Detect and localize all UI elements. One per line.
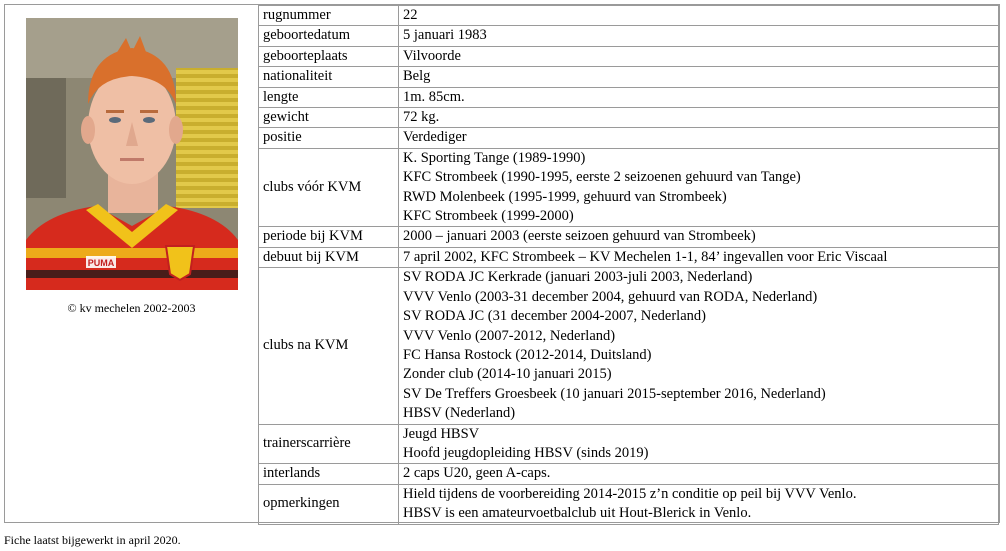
info-value [399,26,999,46]
info-label: nationaliteit [259,67,399,87]
info-row-trainer [259,424,999,464]
info-row-periode [259,227,999,247]
info-value [399,484,999,524]
info-value-line: Belg [403,68,431,85]
info-label: periode bij KVM [259,227,399,247]
info-value-line: KFC Strombeek (1990-1995, eerste 2 seizoenen gehuurd van Tange) [403,169,801,186]
info-value-line: KFC Strombeek (1999-2000) [403,208,574,225]
player-photo [26,18,238,290]
info-row-debuut [259,247,999,267]
info-value-line: Zonder club (2014-10 januari 2015) [403,366,612,383]
info-label: positie [259,128,399,148]
info-row-nationaliteit [259,67,999,87]
info-value [399,227,999,247]
info-row-lengte [259,87,999,107]
info-label: rugnummer [259,6,399,26]
info-row-clubs-voor [259,148,999,227]
info-label: interlands [259,464,399,484]
info-value [399,46,999,66]
shirt-brand-text: PUMA [87,258,115,268]
info-row-clubs-na [259,268,999,424]
info-row-interlands [259,464,999,484]
info-value [399,464,999,484]
info-value-line: Hield tijdens de voorbereiding 2014-2015 z’n conditie op peil bij VVV Venlo. [403,485,857,502]
info-label: gewicht [259,108,399,128]
profile-card [4,4,1000,523]
info-row-rugnummer [259,6,999,26]
info-label: geboorteplaats [259,46,399,66]
info-value-line: SV De Treffers Groesbeek (10 januari 2015-september 2016, Nederland) [403,385,826,402]
info-value [399,87,999,107]
info-label: debuut bij KVM [259,247,399,267]
info-label: opmerkingen [259,484,399,524]
info-value-line: 7 april 2002, KFC Strombeek – KV Mechelen 1-1, 84’ ingevallen voor Eric Viscaal [403,248,888,265]
info-row-geboorteplaats [259,46,999,66]
info-value-line: Vilvoorde [403,47,461,64]
info-value [399,6,999,26]
player-info-table [258,5,999,525]
info-value-line: 2000 – januari 2003 (eerste seizoen gehuurd van Strombeek) [403,228,756,245]
info-value-line: 2 caps U20, geen A-caps. [403,465,551,482]
info-value-line: SV RODA JC (31 december 2004-2007, Nederland) [403,308,706,325]
info-label: geboortedatum [259,26,399,46]
info-row-geboortedatum [259,26,999,46]
info-row-positie [259,128,999,148]
info-value [399,128,999,148]
info-value [399,148,999,227]
info-label: clubs na KVM [259,268,399,424]
info-label: lengte [259,87,399,107]
info-value [399,67,999,87]
info-value-line: Jeugd HBSV [403,425,480,442]
info-value-line: Verdediger [403,129,467,146]
photo-column [5,5,258,522]
info-row-opmerkingen [259,484,999,524]
info-row-gewicht [259,108,999,128]
photo-caption: © kv mechelen 2002-2003 [67,301,196,315]
info-value-line: Hoofd jeugdopleiding HBSV (sinds 2019) [403,444,649,461]
info-value-line: K. Sporting Tange (1989-1990) [403,149,586,166]
info-value-line: HBSV is een amateurvoetbalclub uit Hout-Blerick in Venlo. [403,505,752,522]
info-value-line: FC Hansa Rostock (2012-2014, Duitsland) [403,346,652,363]
info-value [399,424,999,464]
info-value-line: 72 kg. [403,109,440,126]
info-value-line: VVV Venlo (2003-31 december 2004, gehuurd van RODA, Nederland) [403,288,818,305]
info-value [399,247,999,267]
info-value-line: VVV Venlo (2007-2012, Nederland) [403,327,616,344]
info-value [399,108,999,128]
info-value-line: SV RODA JC Kerkrade (januari 2003-juli 2003, Nederland) [403,269,753,286]
info-value-line: 22 [403,7,418,23]
info-value-line: HBSV (Nederland) [403,405,516,422]
info-value-line: 5 januari 1983 [403,27,487,44]
info-value-line: 1m. 85cm. [403,88,465,105]
info-value-line: RWD Molenbeek (1995-1999, gehuurd van Strombeek) [403,188,727,205]
info-value [399,268,999,424]
info-label: trainerscarrière [259,424,399,464]
last-updated-note: Fiche laatst bijgewerkt in april 2020. [4,533,181,547]
info-label: clubs vóór KVM [259,148,399,227]
